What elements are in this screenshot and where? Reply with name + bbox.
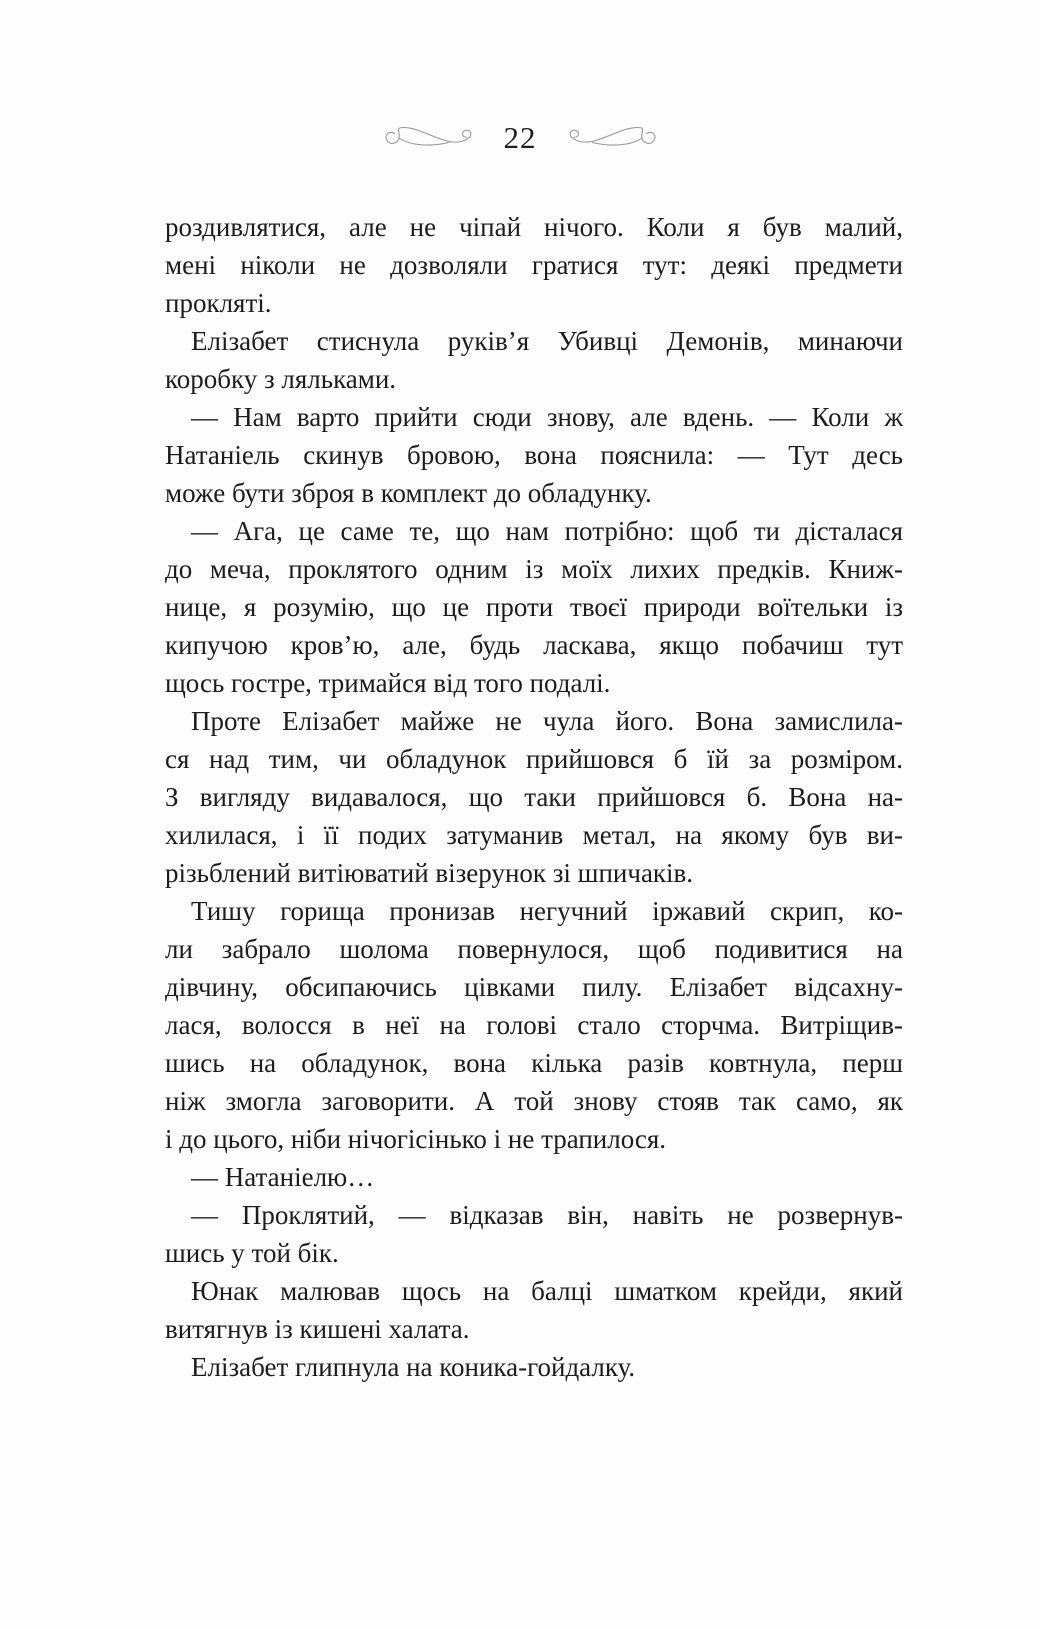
paragraph — [165, 208, 903, 322]
text-line: щось гостре, тримайся від того подалі. — [165, 668, 611, 698]
text-line: мені ніколи не дозволяли гратися тут: деякі предмети — [165, 250, 903, 280]
text-line: хилилася, і її подих затуманив метал, на якому був ви- — [165, 820, 903, 850]
paragraph — [165, 892, 903, 1158]
text-line: шись у той бік. — [165, 1238, 339, 1268]
paragraph — [165, 1196, 903, 1272]
text-line: дівчину, обсипаючись цівками пилу. Елізабет відсахну- — [165, 972, 903, 1002]
text-line: — Нам варто прийти сюди знову, але вдень. — Коли ж — [191, 402, 903, 432]
text-line: З вигляду видавалося, що таки прийшовся б. Вона на- — [165, 782, 903, 812]
paragraph — [165, 398, 903, 512]
text-line: кипучою кров’ю, але, будь ласкава, якщо побачиш тут — [165, 630, 903, 660]
text-line: може бути зброя в комплект до обладунку. — [165, 478, 652, 508]
text-line: прокляті. — [165, 288, 272, 318]
text-line: — Ага, це саме те, що нам потрібно: щоб ти дісталася — [191, 516, 903, 546]
text-line: до меча, проклятого одним із моїх лихих предків. Книж- — [165, 554, 903, 584]
text-line: витягнув із кишені халата. — [165, 1314, 470, 1344]
flourish-right-ornament — [567, 121, 657, 155]
text-line: шись на обладунок, вона кілька разів ковтнула, перш — [165, 1048, 903, 1078]
text-line: ся над тим, чи обладунок прийшовся б їй за розміром. — [165, 744, 903, 774]
paragraph — [165, 322, 903, 398]
text-line: Натаніель скинув бровою, вона пояснила: — Тут десь — [165, 440, 903, 470]
page-number: 22 — [503, 120, 537, 155]
text-line: ли забрало шолома повернулося, щоб подивитися на — [165, 934, 903, 964]
text-line: різьблений витіюватий візерунок зі шпичаків. — [165, 858, 694, 888]
text-line: — Проклятий, — відказав він, навіть не розвернув- — [191, 1200, 903, 1230]
paragraph — [165, 1272, 903, 1348]
text-line: нице, я розумію, що це проти твоєї природи воїтельки із — [165, 592, 903, 622]
paragraph — [165, 702, 903, 892]
paragraph — [165, 1348, 903, 1386]
text-line: — Натаніелю… — [191, 1162, 375, 1192]
text-line: Тишу горища пронизав негучний іржавий скрип, ко- — [191, 896, 903, 926]
flourish-left-ornament — [384, 121, 474, 155]
body-text — [165, 208, 903, 1386]
text-line: і до цього, ніби нічогісінько і не трапилося. — [165, 1124, 667, 1154]
paragraph — [165, 512, 903, 702]
text-line: роздивлятися, але не чіпай нічого. Коли я був малий, — [165, 212, 903, 242]
text-line: Проте Елізабет майже не чула його. Вона замислила- — [191, 706, 903, 736]
text-line: ніж змогла заговорити. А той знову стояв так само, як — [165, 1086, 903, 1116]
text-line: Юнак малював щось на балці шматком крейди, який — [191, 1276, 903, 1306]
page-header — [0, 0, 1040, 156]
paragraph — [165, 1158, 903, 1196]
text-line: Елізабет глипнула на коника-гойдалку. — [191, 1352, 636, 1382]
text-line: коробку з ляльками. — [165, 364, 397, 394]
text-line: лася, волосся в неї на голові стало сторчма. Витріщив- — [165, 1010, 903, 1040]
text-line: Елізабет стиснула руків’я Убивці Демонів, минаючи — [191, 326, 903, 356]
